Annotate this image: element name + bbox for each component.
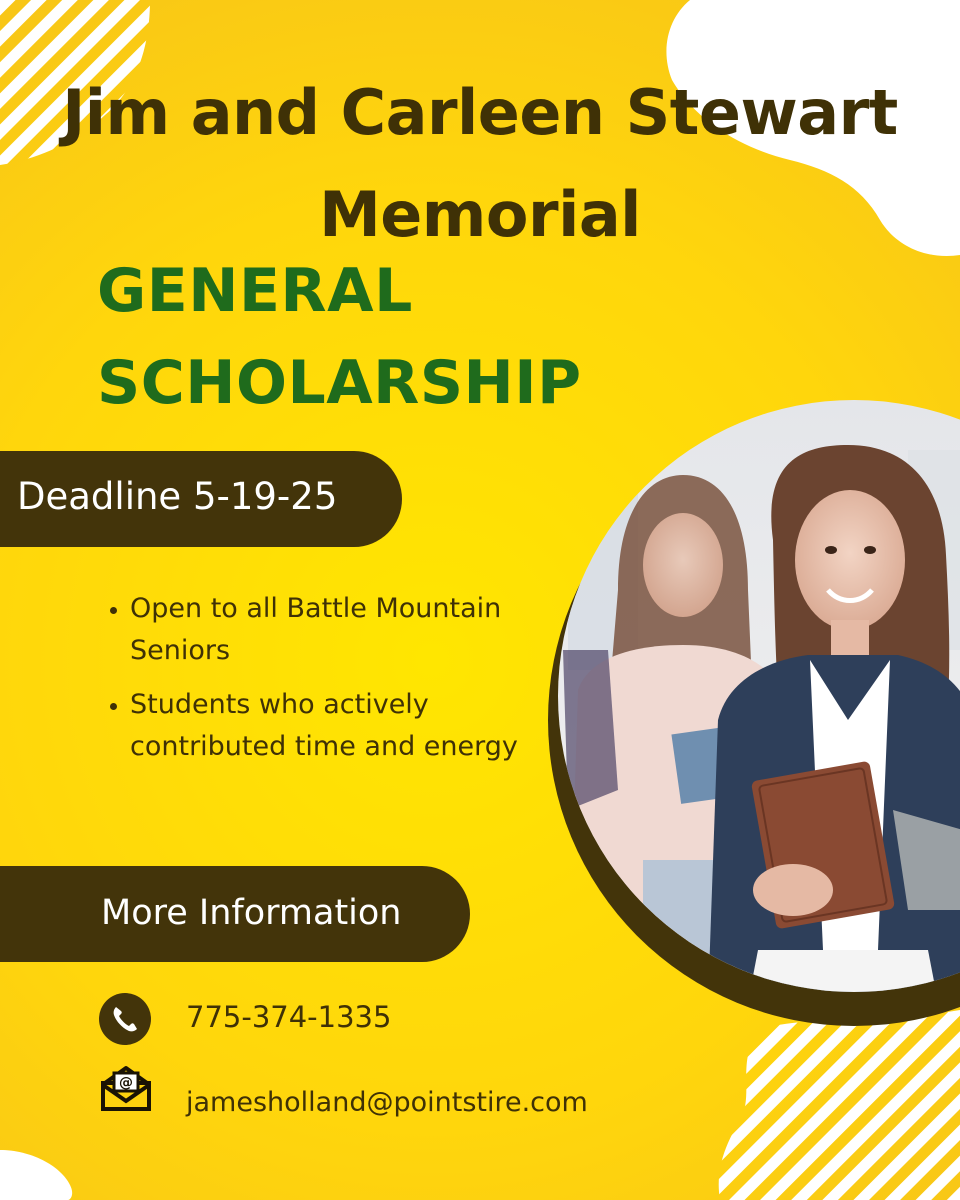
more-information-banner[interactable]: More Information [0, 866, 470, 962]
white-blob-bottom-left [0, 1150, 72, 1200]
email-icon [99, 1063, 153, 1113]
students-photo [548, 390, 960, 1038]
email-address[interactable]: jamesholland@pointstire.com [186, 1087, 588, 1118]
page-title [0, 62, 960, 266]
title-line-1: Jim and Carleen Stewart [62, 76, 898, 149]
deadline-banner: Deadline 5-19-25 [0, 451, 402, 547]
svg-text:@: @ [119, 1075, 133, 1091]
list-item: Students who actively contributed time and energy [108, 684, 548, 768]
title-line-2: Memorial [319, 178, 641, 251]
phone-number[interactable]: 775-374-1335 [186, 1000, 392, 1034]
scholarship-heading [97, 245, 582, 429]
subtitle-line-2: SCHOLARSHIP [97, 348, 582, 418]
subtitle-line-1: GENERAL [97, 256, 413, 326]
phone-icon [99, 993, 151, 1045]
striped-blob-bottom-right [719, 1010, 960, 1200]
list-item: Open to all Battle Mountain Seniors [108, 588, 548, 672]
eligibility-list [108, 588, 548, 780]
